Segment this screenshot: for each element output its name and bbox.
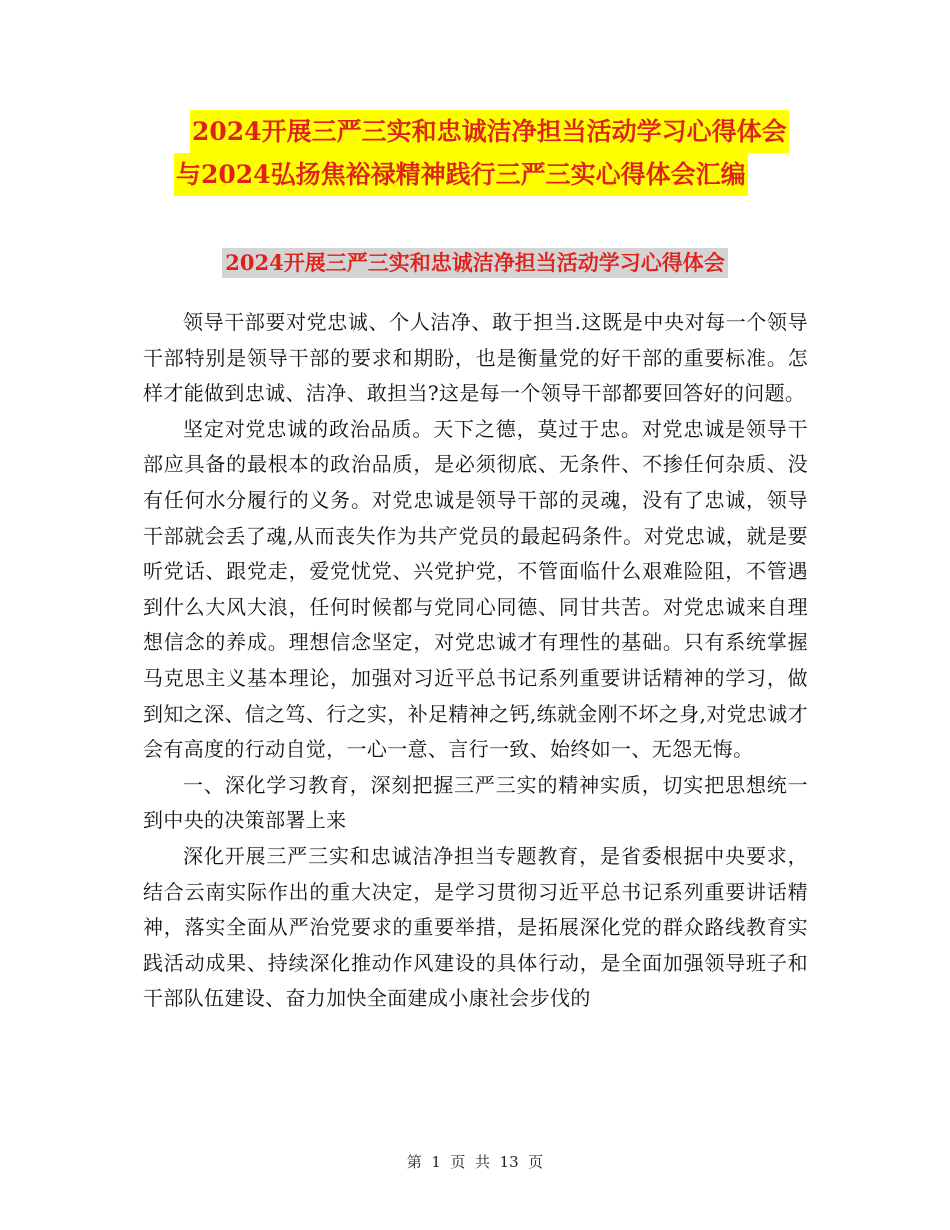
page-number-footer: 第 1 页 共 13 页 — [406, 1153, 544, 1171]
document-title — [150, 110, 830, 196]
document-title-line-2: 与2024弘扬焦裕禄精神践行三严三实心得体会汇编 — [174, 153, 748, 196]
section-title-text: 2024开展三严三实和忠诚洁净担当活动学习心得体会 — [222, 248, 727, 278]
body-paragraph: 一、深化学习教育，深刻把握三严三实的精神实质，切实把思想统一到中央的决策部署上来 — [143, 772, 808, 833]
body-paragraph: 坚定对党忠诚的政治品质。天下之德，莫过于忠。对党忠诚是领导干部应具备的最根本的政治品质，是必须彻底、无条件、不掺任何杂质、没有任何水分履行的义务。对党忠诚是领导干部的灵魂，没有了忠诚，领导干部就会丢了魂,从而丧失作为共产党员的最起码条件。对党忠诚，就是要听党话、跟党走，爱党忧党、兴党护党，不管面临什么艰难险阻，不管遇到什么大风大浪，任何时候都与党同心同德、同甘共苦。对党忠诚来自理想信念的养成。理想信念坚定，对党忠诚才有理性的基础。只有系统掌握马克思主义基本理论，加强对习近平总书记系列重要讲话精神的学习，做到知之深、信之笃、行之实，补足精神之钙,练就金刚不坏之身,对党忠诚才会有高度的行动自觉，一心一意、言行一致、始终如一、无怨无悔。 — [143, 416, 808, 762]
document-body — [143, 305, 808, 1017]
body-paragraph: 领导干部要对党忠诚、个人洁净、敢于担当.这既是中央对每一个领导干部特别是领导干部的要求和期盼，也是衡量党的好干部的重要标准。怎样才能做到忠诚、洁净、敢担当?这是每一个领导干部都要回答好的问题。 — [143, 310, 808, 406]
document-title-line-1: 2024开展三严三实和忠诚洁净担当活动学习心得体会 — [190, 110, 789, 153]
section-title — [0, 247, 950, 278]
body-paragraph: 深化开展三严三实和忠诚洁净担当专题教育，是省委根据中央要求，结合云南实际作出的重大决定，是学习贯彻习近平总书记系列重要讲话精神，落实全面从严治党要求的重要举措，是拓展深化党的群众路线教育实践活动成果、持续深化推动作风建设的具体行动，是全面加强领导班子和干部队伍建设、奋力加快全面建成小康社会步伐的 — [143, 843, 808, 1011]
